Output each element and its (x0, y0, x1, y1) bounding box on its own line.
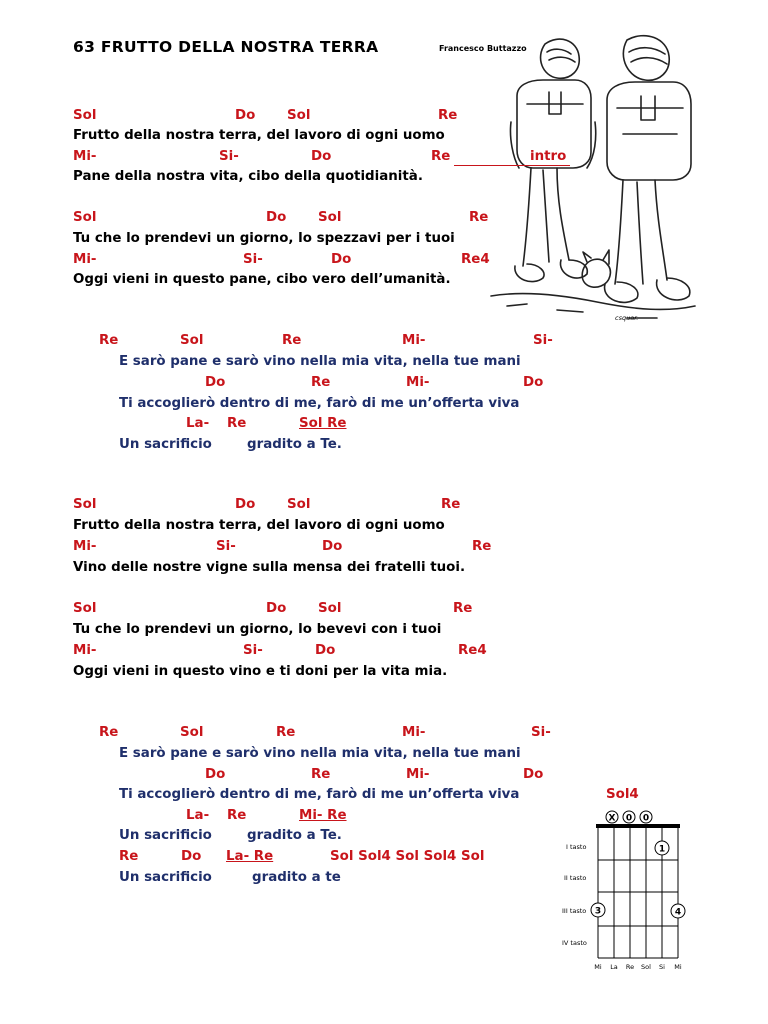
chord: Mi- (402, 333, 426, 348)
lyric-line: Vino delle nostre vigne sulla mensa dei fratelli tuoi. (73, 560, 466, 575)
song-author: Francesco Buttazzo (439, 44, 527, 53)
guitar-chord-diagram (556, 786, 696, 976)
lyric-line: gradito a te (252, 870, 341, 885)
fret-label: I tasto (566, 843, 587, 851)
chord: Sol (73, 108, 97, 123)
chord: Sol Re (299, 416, 347, 431)
chord: Re (472, 539, 492, 554)
chord: Mi- (402, 725, 426, 740)
chord: Sol (180, 333, 204, 348)
chord: La- Re (226, 849, 274, 864)
lyric-line: E sarò pane e sarò vino nella mia vita, nella tue mani (119, 354, 521, 369)
chord-intro: intro (530, 149, 567, 164)
chord: Mi- (73, 643, 97, 658)
lyric-line: Frutto della nostra terra, del lavoro di ogni uomo (73, 128, 445, 143)
chord: Re (311, 375, 331, 390)
lyric-line: Un sacrificio (119, 870, 212, 885)
chord: Si- (243, 252, 263, 267)
lyric-line: Oggi vieni in questo pane, cibo vero dell’umanità. (73, 272, 451, 287)
chord: Re (469, 210, 489, 225)
chord: Do (266, 210, 287, 225)
finger-dot: 4 (674, 907, 682, 918)
song-title: 63 FRUTTO DELLA NOSTRA TERRA (73, 38, 379, 56)
chord: Do (266, 601, 287, 616)
string-label: Mi (674, 963, 682, 971)
chord: Do (181, 849, 202, 864)
lyric-line: Un sacrificio (119, 437, 212, 452)
chord: Re (227, 808, 247, 823)
chord: Mi- Re (299, 808, 347, 823)
chord: Re4 (461, 252, 490, 267)
string-label: Si (659, 963, 665, 971)
chord: Do (311, 149, 332, 164)
chord: Do (331, 252, 352, 267)
chord: Re (227, 416, 247, 431)
string-label: Mi (594, 963, 602, 971)
chord: Mi- (406, 375, 430, 390)
chord: Re (99, 725, 119, 740)
string-marks (606, 811, 652, 824)
fret-label: II tasto (564, 874, 587, 882)
chord: Re (282, 333, 302, 348)
nut (596, 824, 680, 828)
lyric-line: Oggi vieni in questo vino e ti doni per la vita mia. (73, 664, 448, 679)
chord: Sol Sol4 Sol Sol4 Sol (330, 849, 485, 864)
chord: Re (119, 849, 139, 864)
chord: Sol (287, 497, 311, 512)
lyric-line: gradito a Te. (247, 437, 342, 452)
chord: Sol (180, 725, 204, 740)
chord: Do (235, 497, 256, 512)
lyric-line: gradito a Te. (247, 828, 342, 843)
lyric-line: E sarò pane e sarò vino nella mia vita, nella tue mani (119, 746, 521, 761)
fret-label: IV tasto (562, 939, 587, 947)
chord: Re (441, 497, 461, 512)
finger-dot: 3 (594, 906, 602, 917)
chord: Do (205, 767, 226, 782)
lyric-line: Ti accoglierò dentro di me, farò di me un’offerta viva (119, 787, 520, 802)
chord: Do (205, 375, 226, 390)
string-label: Re (625, 963, 635, 971)
open-mark: 0 (625, 813, 633, 824)
chord: Re (276, 725, 296, 740)
chord: Si- (531, 725, 551, 740)
chord: Mi- (73, 539, 97, 554)
chord: Re (453, 601, 473, 616)
chord: Do (322, 539, 343, 554)
chord: Sol (287, 108, 311, 123)
chord: Re (438, 108, 458, 123)
chord: Do (523, 375, 544, 390)
lyric-line: Un sacrificio (119, 828, 212, 843)
chord: Sol (73, 601, 97, 616)
mute-mark: X (608, 813, 616, 824)
chord-diagram-title: Sol4 (606, 787, 639, 802)
svg-text:csquar.: csquar. (615, 314, 639, 322)
chord: Re (99, 333, 119, 348)
chord: Mi- (73, 149, 97, 164)
chord: Sol (73, 210, 97, 225)
string-label: Sol (641, 963, 651, 971)
chord: Re (431, 149, 451, 164)
chord: Mi- (406, 767, 430, 782)
chord: Sol (73, 497, 97, 512)
lyric-line: Ti accoglierò dentro di me, farò di me un’offerta viva (119, 396, 520, 411)
lyric-line: Tu che lo prendevi un giorno, lo spezzavi per i tuoi (73, 231, 455, 246)
chord: Si- (219, 149, 239, 164)
chord: Si- (243, 643, 263, 658)
children-walking-with-backpacks-illustration (487, 34, 697, 324)
chord: La- (186, 416, 210, 431)
chord: Sol (318, 601, 342, 616)
lyric-line: Frutto della nostra terra, del lavoro di ogni uomo (73, 518, 445, 533)
chord: La- (186, 808, 210, 823)
lyric-line: Pane della nostra vita, cibo della quotidianità. (73, 169, 423, 184)
finger-dot: 1 (658, 844, 666, 855)
chord: Do (235, 108, 256, 123)
open-mark: 0 (642, 813, 650, 824)
string-label: La (610, 963, 618, 971)
chord: Sol (318, 210, 342, 225)
fret-label: III tasto (562, 907, 587, 915)
chord: Re4 (458, 643, 487, 658)
lyric-line: Tu che lo prendevi un giorno, lo bevevi con i tuoi (73, 622, 442, 637)
chord: Do (315, 643, 336, 658)
intro-underline (454, 165, 570, 166)
chord: Do (523, 767, 544, 782)
chord: Mi- (73, 252, 97, 267)
chord: Re (311, 767, 331, 782)
chord: Si- (216, 539, 236, 554)
chord: Si- (533, 333, 553, 348)
